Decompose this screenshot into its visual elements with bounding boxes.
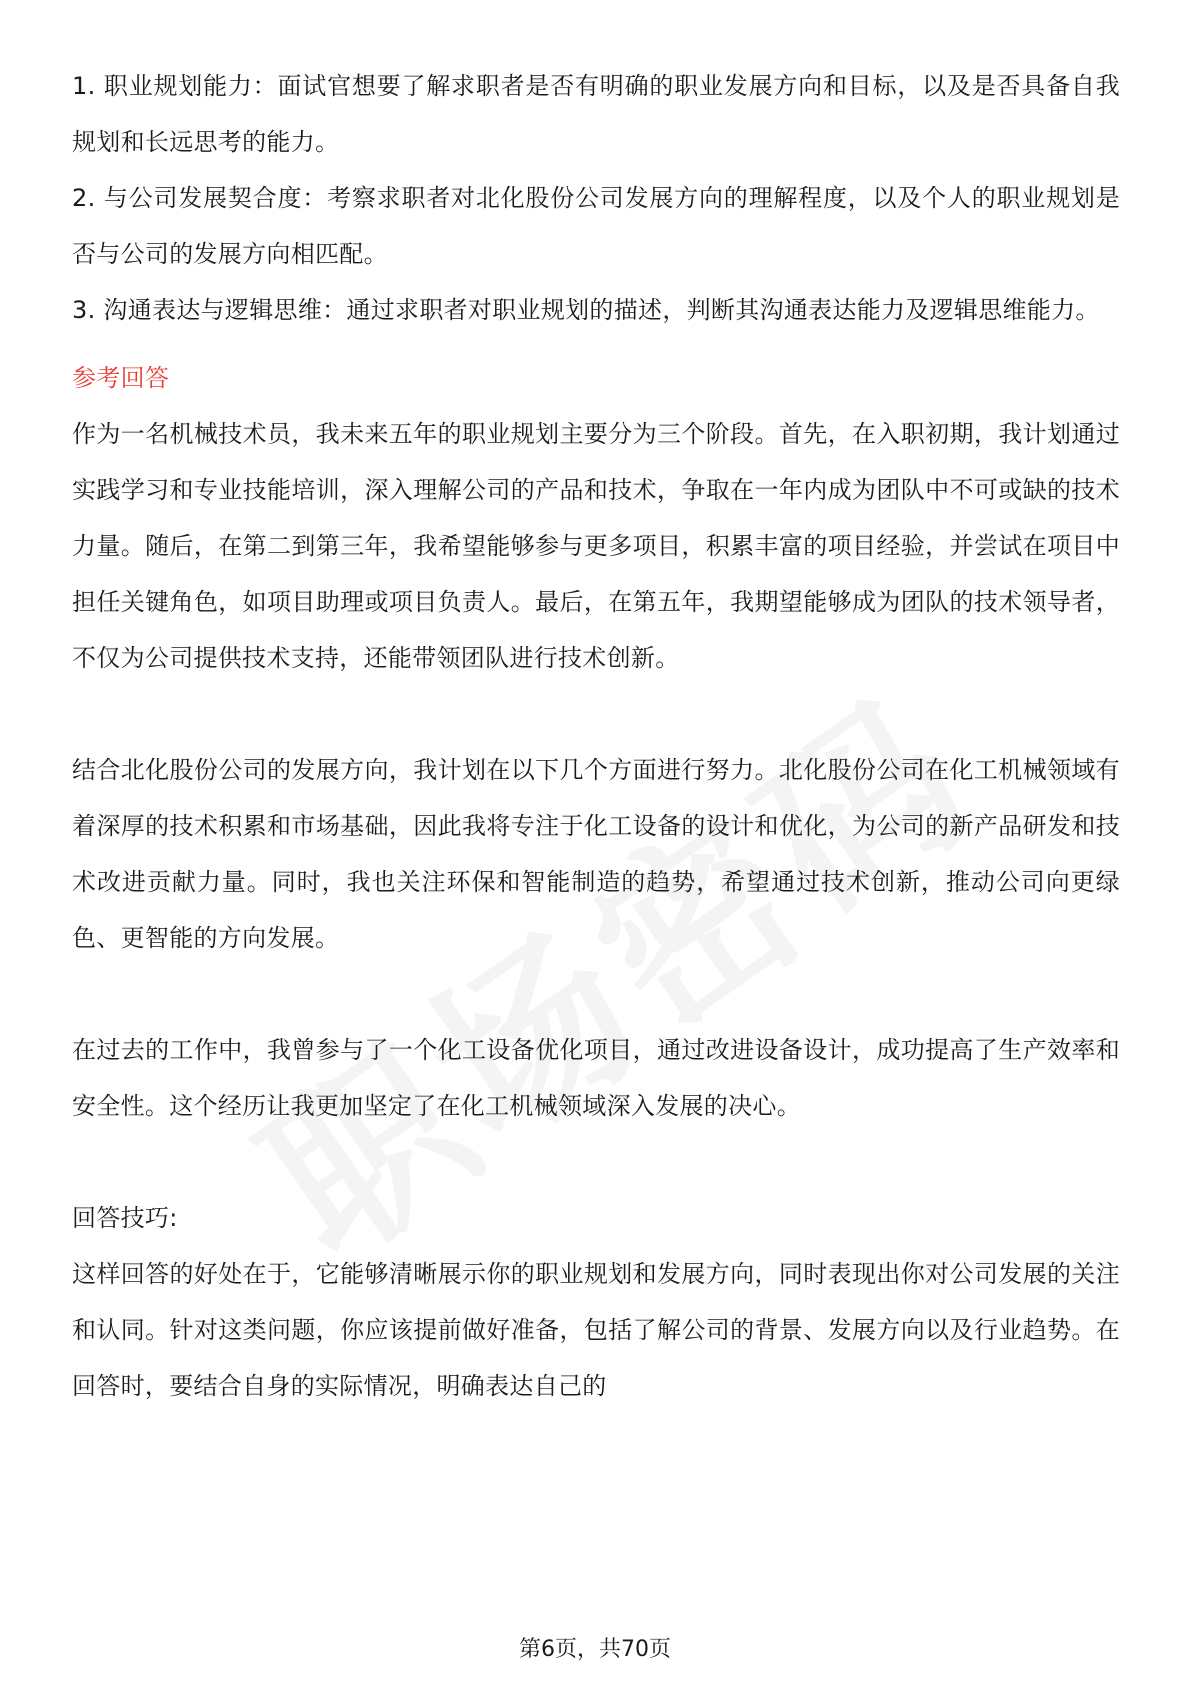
reference-answer-title: 参考回答	[72, 364, 170, 392]
tips-paragraph: 这样回答的好处在于，它能够清晰展示你的职业规划和发展方向，同时表现出你对公司发展的关注和认同。针对这类问题，你应该提前做好准备，包括了解公司的背景、发展方向以及行业趋势。在回答时，要结合自身的实际情况，明确表达自己的	[72, 1260, 1120, 1400]
list-item-1: 1. 职业规划能力：面试官想要了解求职者是否有明确的职业发展方向和目标，以及是否具备自我规划和长远思考的能力。	[72, 72, 1120, 156]
page-number: 第6页，共70页	[519, 1637, 671, 1662]
reference-paragraph-3: 在过去的工作中，我曾参与了一个化工设备优化项目，通过改进设备设计，成功提高了生产效率和安全性。这个经历让我更加坚定了在化工机械领域深入发展的决心。	[72, 1036, 1120, 1120]
reference-paragraph-2: 结合北化股份公司的发展方向，我计划在以下几个方面进行努力。北化股份公司在化工机械领域有着深厚的技术积累和市场基础，因此我将专注于化工设备的设计和优化，为公司的新产品研发和技术改进贡献力量。同时，我也关注环保和智能制造的趋势，希望通过技术创新，推动公司向更绿色、更智能的方向发展。	[72, 756, 1120, 952]
page-content	[72, 58, 1120, 1414]
tips-title: 回答技巧:	[72, 1204, 178, 1232]
list-item-2: 2. 与公司发展契合度：考察求职者对北化股份公司发展方向的理解程度，以及个人的职业规划是否与公司的发展方向相匹配。	[72, 184, 1120, 268]
list-item-3: 3. 沟通表达与逻辑思维：通过求职者对职业规划的描述，判断其沟通表达能力及逻辑思维能力。	[72, 296, 1100, 324]
reference-paragraph-1: 作为一名机械技术员，我未来五年的职业规划主要分为三个阶段。首先，在入职初期，我计划通过实践学习和专业技能培训，深入理解公司的产品和技术，争取在一年内成为团队中不可或缺的技术力量。随后，在第二到第三年，我希望能够参与更多项目，积累丰富的项目经验，并尝试在项目中担任关键角色，如项目助理或项目负责人。最后，在第五年，我期望能够成为团队的技术领导者，不仅为公司提供技术支持，还能带领团队进行技术创新。	[72, 420, 1120, 672]
